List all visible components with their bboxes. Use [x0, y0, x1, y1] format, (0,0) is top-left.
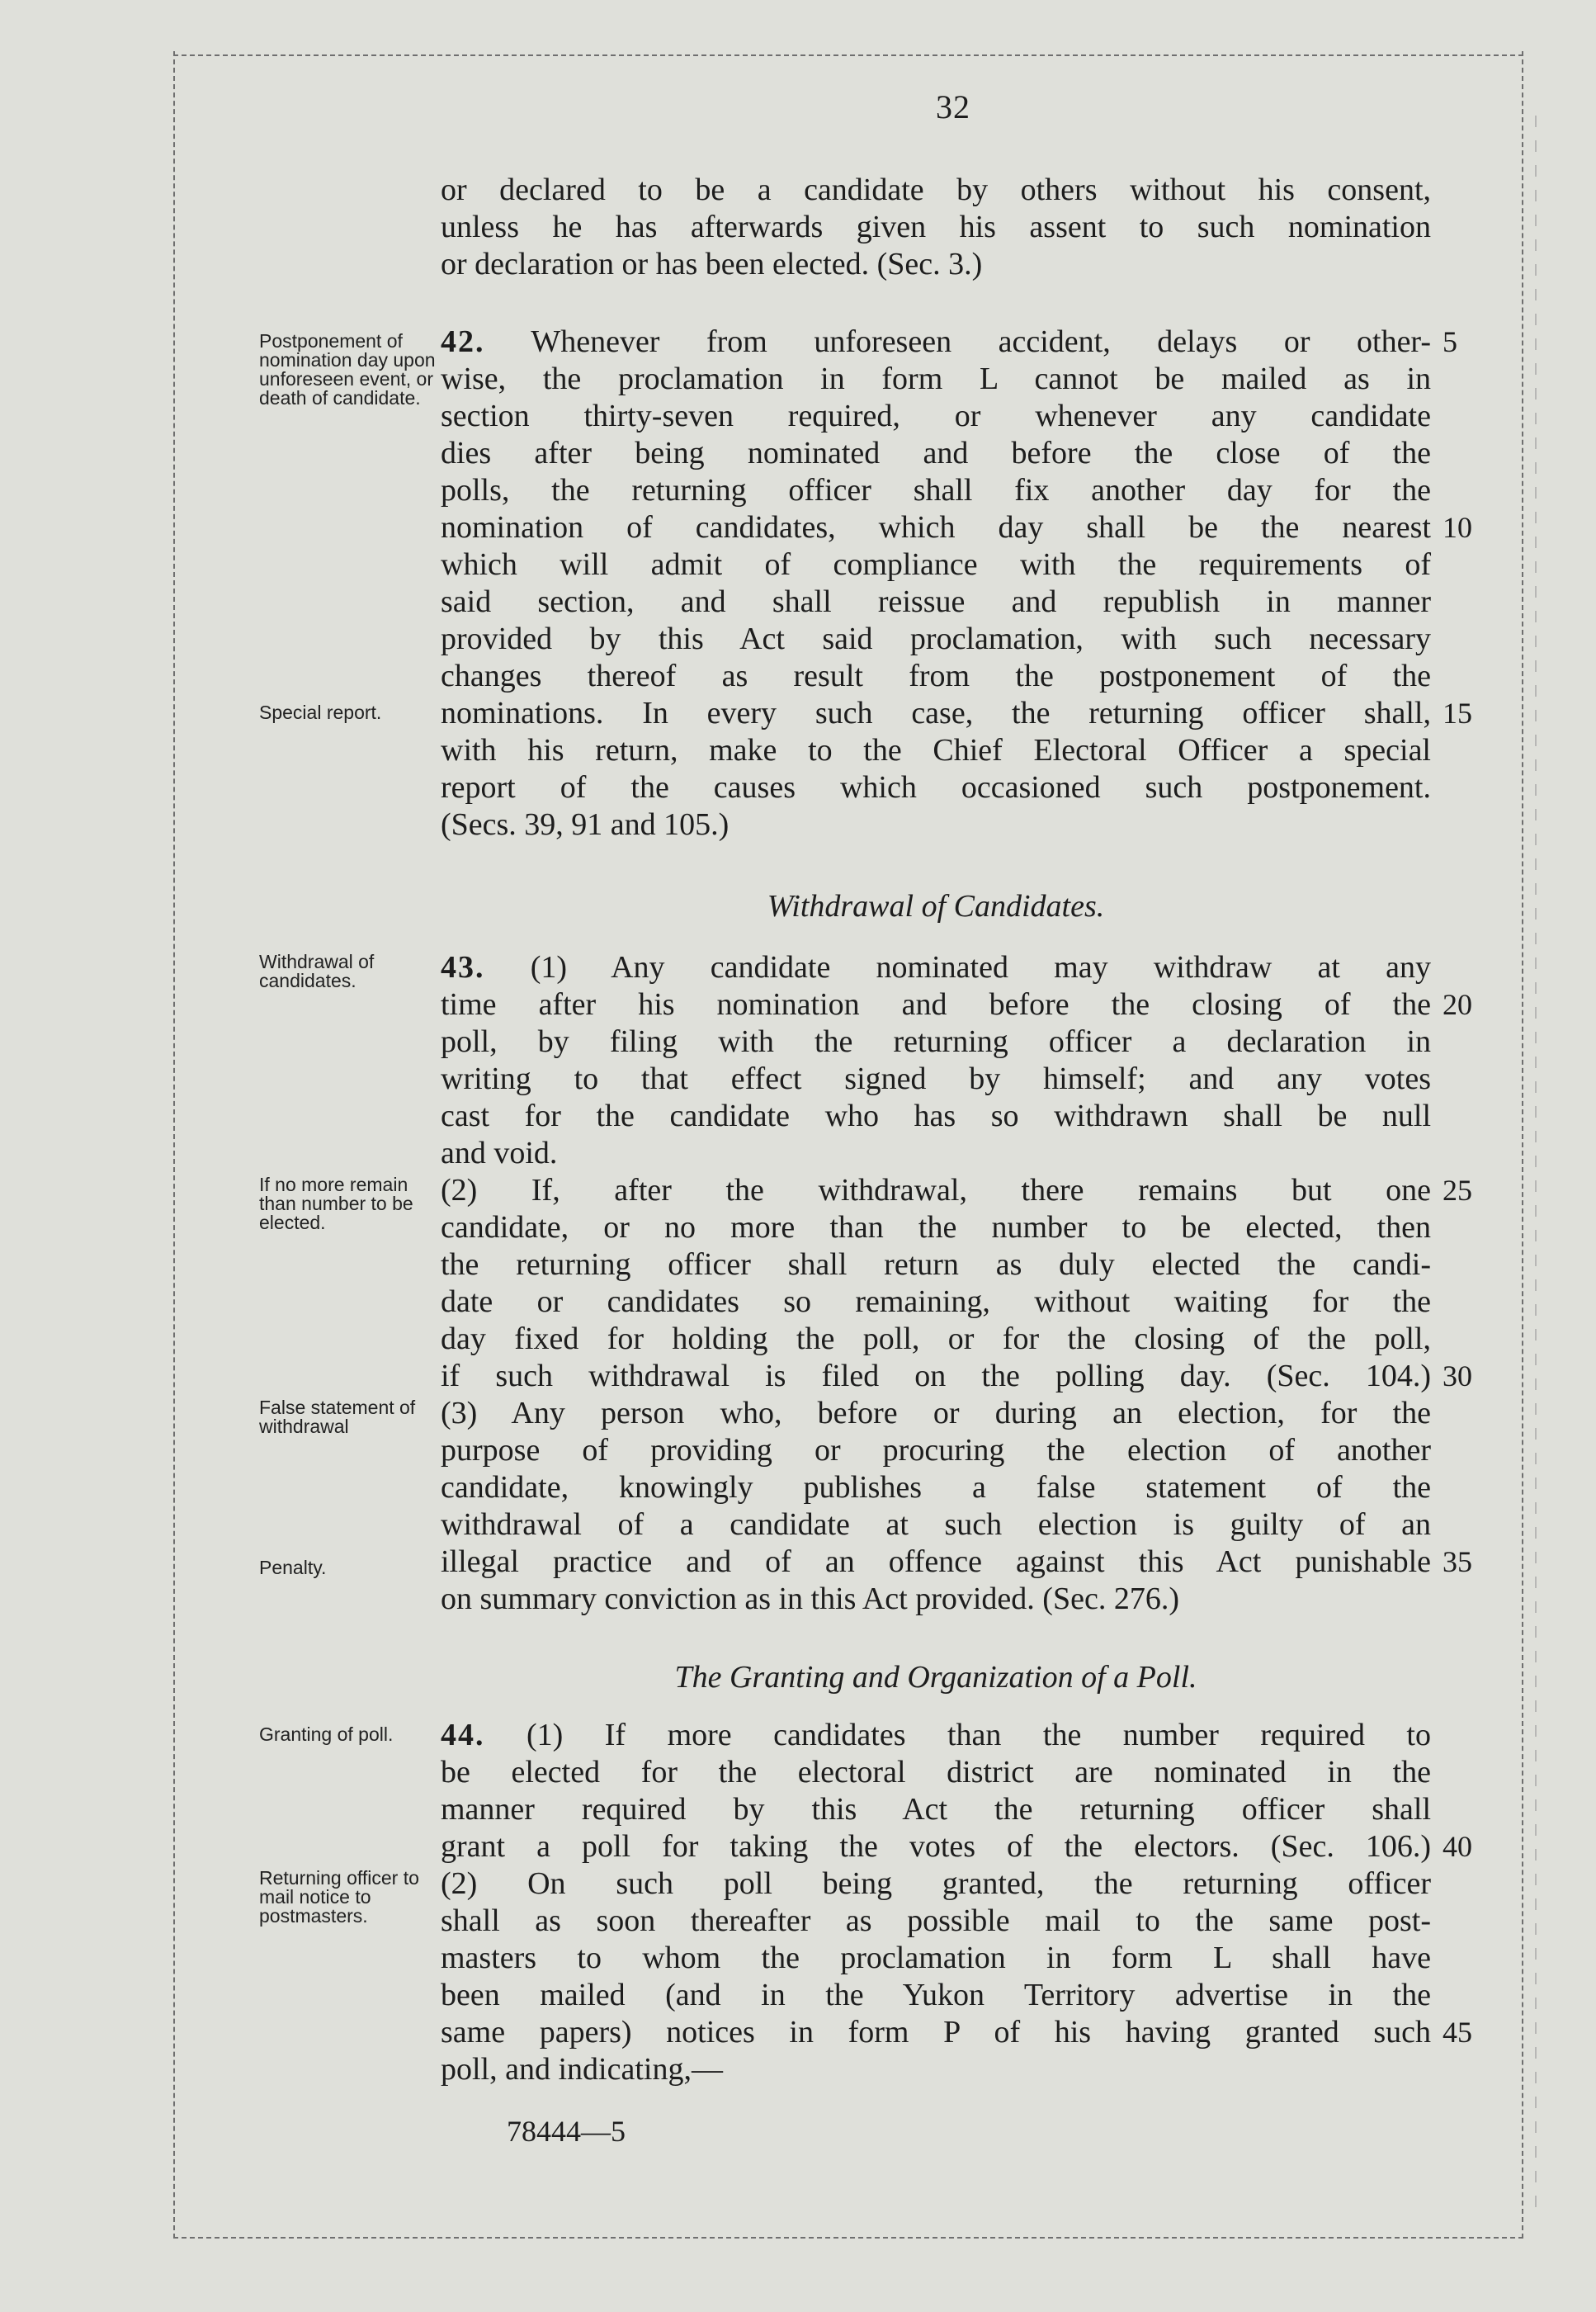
section-number-43: 43. [441, 950, 485, 985]
scan-bleed-mark [1535, 116, 1537, 2212]
body-line: (3) Any person who, before or during an election, for the [441, 1396, 1431, 1430]
section-42-line-1: 42. Whenever from unforeseen accident, delays or other- [441, 324, 1431, 359]
body-line: or declaration or has been elected. (Sec. 3.) [441, 247, 983, 281]
body-line: section thirty-seven required, or whenever any candidate [441, 399, 1431, 433]
section-43-line-1: 43. (1) Any candidate nominated may withdraw at any [441, 950, 1431, 985]
body-line: wise, the proclamation in form L cannot be mailed as in [441, 362, 1431, 396]
footer-print-code: 78444—5 [507, 2115, 626, 2148]
line-number: 40 [1443, 1830, 1472, 1863]
page-number: 32 [936, 88, 970, 125]
margin-note-false-statement: False statement of withdrawal [259, 1397, 416, 1437]
body-line: manner required by this Act the returning officer shall [441, 1792, 1431, 1827]
line-number: 25 [1443, 1174, 1472, 1207]
body-line: or declared to be a candidate by others without his consent, [441, 173, 1431, 207]
body-line: candidate, knowingly publishes a false statement of the [441, 1470, 1431, 1505]
section-44-line-1: 44. (1) If more candidates than the number required to [441, 1718, 1431, 1752]
body-line: changes thereof as result from the postponement of the [441, 659, 1431, 693]
margin-note-no-more-remain: If no more remain than number to be elected. [259, 1174, 413, 1233]
body-line: day fixed for holding the poll, or for the closing of the poll, [441, 1321, 1431, 1356]
body-line: nominations. In every such case, the returning officer shall, [441, 696, 1431, 730]
top-rule [173, 54, 1523, 56]
body-line: unless he has afterwards given his assent to such nomination [441, 210, 1431, 244]
body-line: cast for the candidate who has so withdrawn shall be null [441, 1099, 1431, 1133]
body-line: with his return, make to the Chief Electoral Officer a special [441, 733, 1431, 768]
body-line: (2) On such poll being granted, the returning officer [441, 1866, 1431, 1901]
line-number: 35 [1443, 1545, 1472, 1578]
body-line: the returning officer shall return as duly elected the candi- [441, 1247, 1431, 1282]
section-number-42: 42. [441, 324, 485, 359]
body-line: poll, and indicating,— [441, 2052, 723, 2087]
body-line: withdrawal of a candidate at such election is guilty of an [441, 1507, 1431, 1542]
body-line: same papers) notices in form P of his having granted such [441, 2015, 1431, 2050]
body-line: be elected for the electoral district are nominated in the [441, 1755, 1431, 1790]
section-heading-withdrawal: Withdrawal of Candidates. [767, 889, 1105, 924]
body-line: (2) If, after the withdrawal, there remains but one [441, 1173, 1431, 1208]
line-number: 45 [1443, 2016, 1472, 2049]
body-line: nomination of candidates, which day shall be the nearest [441, 510, 1431, 545]
body-line: been mailed (and in the Yukon Territory advertise in the [441, 1978, 1431, 2012]
body-line: grant a poll for taking the votes of the electors. (Sec. 106.) [441, 1829, 1431, 1864]
body-line: on summary conviction as in this Act provided. (Sec. 276.) [441, 1582, 1179, 1616]
line-number: 15 [1443, 697, 1472, 730]
body-line: writing to that effect signed by himself; and any votes [441, 1061, 1431, 1096]
body-line: date or candidates so remaining, without waiting for the [441, 1284, 1431, 1319]
body-line: illegal practice and of an offence against this Act punishable [441, 1544, 1431, 1579]
margin-note-granting: Granting of poll. [259, 1723, 394, 1745]
body-line: (Secs. 39, 91 and 105.) [441, 807, 730, 842]
body-line: polls, the returning officer shall fix another day for the [441, 473, 1431, 508]
margin-note-postponement: Postponement of nomination day upon unforeseen event, or death of candidate. [259, 330, 436, 409]
body-line: report of the causes which occasioned such postponement. [441, 770, 1431, 805]
body-line: said section, and shall reissue and republish in manner [441, 584, 1431, 619]
body-line: and void. [441, 1136, 558, 1170]
body-line: masters to whom the proclamation in form L shall have [441, 1941, 1431, 1975]
margin-note-penalty: Penalty. [259, 1557, 327, 1578]
line-number: 30 [1443, 1359, 1472, 1392]
section-heading-granting: The Granting and Organization of a Poll. [674, 1660, 1197, 1695]
body-line: purpose of providing or procuring the election of another [441, 1433, 1431, 1468]
line-number: 5 [1443, 325, 1457, 358]
line-number: 20 [1443, 988, 1472, 1021]
body-line: time after his nomination and before the closing of the [441, 987, 1431, 1022]
margin-note-returning-officer: Returning officer to mail notice to postmasters. [259, 1867, 419, 1927]
body-line: dies after being nominated and before the close of the [441, 436, 1431, 470]
margin-note-withdrawal: Withdrawal of candidates. [259, 951, 375, 991]
body-line: shall as soon thereafter as possible mail to the same post- [441, 1903, 1431, 1938]
body-line: if such withdrawal is filed on the polling day. (Sec. 104.) [441, 1359, 1431, 1393]
body-line: provided by this Act said proclamation, with such necessary [441, 622, 1431, 656]
section-number-44: 44. [441, 1718, 485, 1752]
body-line: poll, by filing with the returning officer a declaration in [441, 1024, 1431, 1059]
body-line: which will admit of compliance with the requirements of [441, 547, 1431, 582]
line-number: 10 [1443, 511, 1472, 544]
margin-note-special-report: Special report. [259, 702, 382, 723]
body-line: candidate, or no more than the number to be elected, then [441, 1210, 1431, 1245]
